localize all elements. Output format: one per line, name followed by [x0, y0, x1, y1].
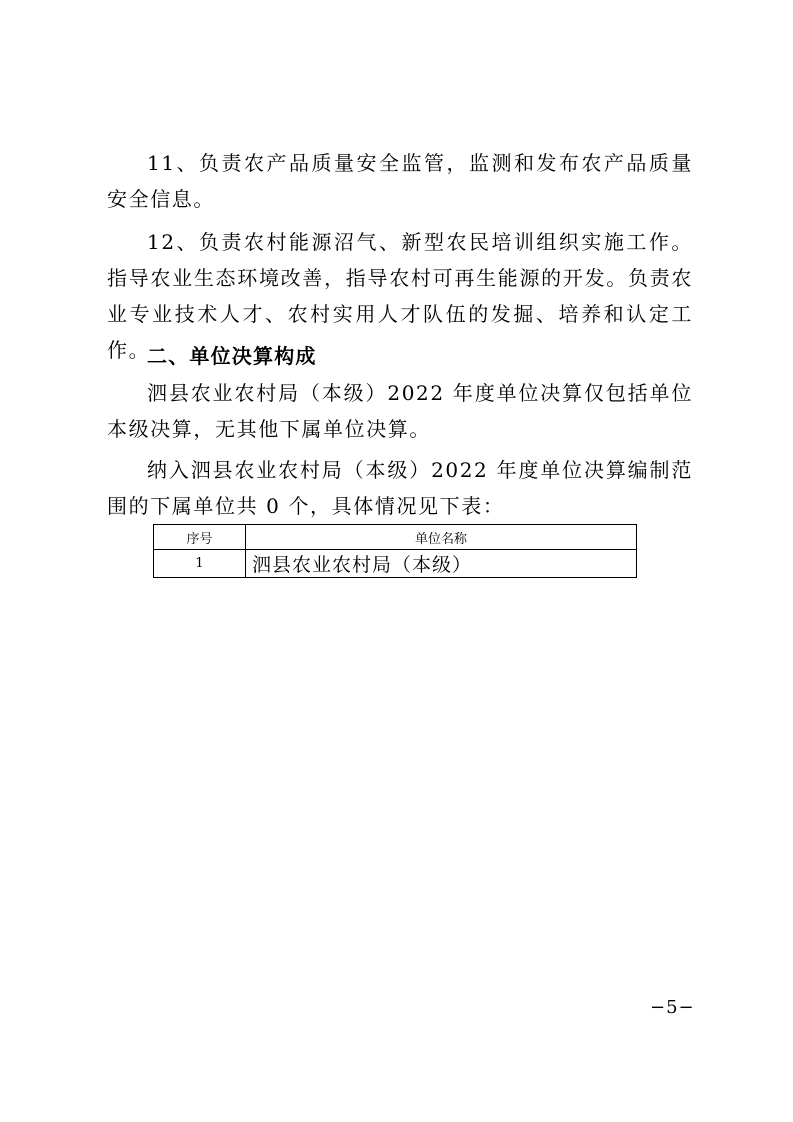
cell-index: 1 [154, 550, 246, 578]
table-header-row [154, 525, 637, 550]
header-unit-name: 单位名称 [246, 525, 637, 550]
paragraph-item-12: 12、负责农村能源沼气、新型农民培训组织实施工作。指导农业生态环境改善，指导农村可再生能源的开发。负责农业专业技术人才、农村实用人才队伍的发掘、培养和认定工作。 [107, 230, 693, 362]
cell-unit-name: 泗县农业农村局（本级） [246, 550, 637, 578]
page-number: −5− [650, 997, 695, 1018]
header-index: 序号 [154, 525, 246, 550]
table-row [154, 550, 637, 578]
paragraph-item-11: 11、负责农产品质量安全监管，监测和发布农产品质量安全信息。 [107, 151, 693, 211]
section-heading: 二、单位决算构成 [147, 344, 317, 368]
paragraph-scope: 纳入泗县农业农村局（本级）2022 年度单位决算编制范围的下属单位共 0 个，具体情况见下表： [107, 458, 693, 518]
paragraph-composition: 泗县农业农村局（本级）2022 年度单位决算仅包括单位本级决算，无其他下属单位决算。 [107, 381, 693, 441]
subordinate-units-table [153, 524, 637, 578]
